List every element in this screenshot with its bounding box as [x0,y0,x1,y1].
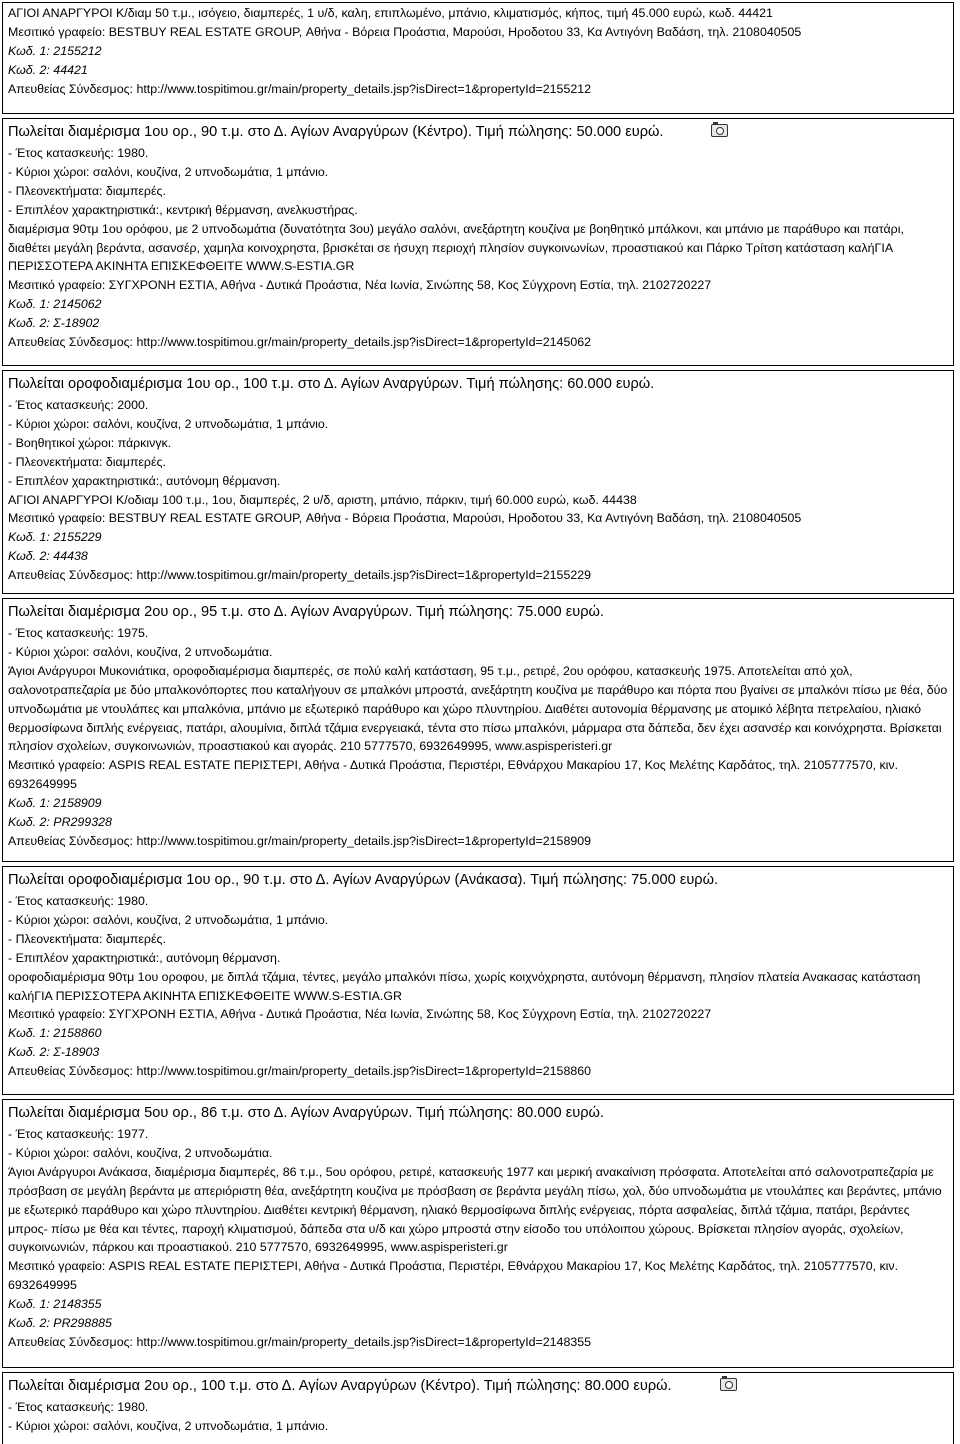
listing-direct-link[interactable]: Απευθείας Σύνδεσμος: http://www.tospitimou.gr/main/property_details.jsp?isDirect=1&propertyId=2158860 [8,1064,592,1079]
listing-title-text: Πωλείται διαμέρισμα 1ου ορ., 90 τ.μ. στο Δ. Αγίων Αναργύρων (Κέντρο). Τιμή πώλησης: 50.000 ευρώ. [8,124,664,140]
listing-direct-link[interactable]: Απευθείας Σύνδεσμος: http://www.tospitimou.gr/main/property_details.jsp?isDirect=1&propertyId=2148355 [8,1334,592,1349]
listing-direct-link[interactable]: Απευθείας Σύνδεσμος: http://www.tospitimou.gr/main/property_details.jsp?isDirect=1&propertyId=2158909 [8,833,592,848]
listing-direct-link[interactable]: Απευθείας Σύνδεσμος: http://www.tospitimou.gr/main/property_details.jsp?isDirect=1&propertyId=2155229 [8,568,592,583]
listing-agency: Μεσιτικό γραφείο: ASPIS REAL ESTATE ΠΕΡΙΣΤΕΡΙ, Αθήνα - Δυτικά Προάστια, Περιστέρι, Εθνάρχου Μακαρίου 17, Κος Μελέτης Καρδάτος, τηλ. 2105777570, κιν. 6932649995 [8,758,899,792]
listing-box-7 [2,1372,954,1444]
listing-title [8,120,949,144]
feature-rooms: - Κύριοι χώροι: σαλόνι, κουζίνα, 2 υπνοδωμάτια, 1 μπάνιο. [8,1418,329,1433]
listing-code-1: Κωδ. 1: 2155212 [8,43,102,58]
camera-icon[interactable] [720,1378,737,1391]
listing-code-2: Κωδ. 2: Σ-18902 [8,316,100,331]
feature-year: - Έτος κατασκευής: 1980. [8,1400,149,1414]
listing-description: Άγιοι Ανάργυροι Μυκονιάτικα, οροφοδιαμέρισμα διαμπερές, σε πολύ καλή κατάσταση, 95 τ.μ., ρετιρέ, 2ου ορόφου, κατασκευής 1975. Αποτελείται από χολ, σαλονοτραπεζαρία με δύο μπαλκονόπορτες που καταλήγουν σε μπαλκόνι μπροστά, ανεξάρτητη κουζίνα με παράθυρο και πόρτα που βγαίνει σε μπαλκόνι πίσω με θέα, δύο υπνοδωμάτια με ντουλάπες και μπαλκόνια, μπάνιο με εξωτερικό παράθυρο και χώρο πλυντηρίου. Διαθέτει αυτονομία θέρμανσης με ατομικό λέβητα πετρελαίου, ηλιακό θερμοσίφωνα διπλής ενέργειας, πατάρι, αλουμίνια, διπλά τζάμια ενεργειακά, τέντα στο πίσω μπαλκόνι, μάρμαρα στα δάπεδα, δεν έχει ασανσέρ και κοινόχρηστα. Βρίσκεται πλησίον σχολείων, συγκοινωνιών, προαστιακού και αγοράς. 210 5777570, 6932649995, www.aspisperisteri.gr [8,663,948,754]
feature-year: - Έτος κατασκευής: 1975. [8,626,149,640]
listing-direct-link[interactable]: Απευθείας Σύνδεσμος: http://www.tospitimou.gr/main/property_details.jsp?isDirect=1&propertyId=2155212 [8,81,592,96]
camera-icon[interactable] [711,124,728,137]
feature-extras: - Επιπλέον χαρακτηριστικά:, αυτόνομη θέρμανση. [8,473,281,488]
listing-box-5 [2,866,954,1095]
listing-title: Πωλείται οροφοδιαμέρισμα 1ου ορ., 90 τ.μ. στο Δ. Αγίων Αναργύρων (Ανάκασα). Τιμή πώλησης: 75.000 ευρώ. [8,872,719,888]
listing-code-2: Κωδ. 2: 44421 [8,62,88,77]
listing-direct-link[interactable]: Απευθείας Σύνδεσμος: http://www.tospitimou.gr/main/property_details.jsp?isDirect=1&propertyId=2145062 [8,335,592,350]
feature-year: - Έτος κατασκευής: 1980. [8,146,149,160]
feature-rooms: - Κύριοι χώροι: σαλόνι, κουζίνα, 2 υπνοδωμάτια, 1 μπάνιο. [8,416,329,431]
listing-code-1: Κωδ. 1: 2158909 [8,796,102,811]
listing-title: Πωλείται διαμέρισμα 2ου ορ., 95 τ.μ. στο Δ. Αγίων Αναργύρων. Τιμή πώλησης: 75.000 ευρώ. [8,604,604,620]
listing-title: Πωλείται οροφοδιαμέρισμα 1ου ορ., 100 τ.μ. στο Δ. Αγίων Αναργύρων. Τιμή πώλησης: 60.000 ευρώ. [8,376,655,392]
listing-code-2: Κωδ. 2: Σ-18903 [8,1045,100,1060]
listing-description: οροφοδιαμέρισμα 90τμ 1ου οροφου, με διπλά τζάμια, τέντες, μεγάλο μπαλκόνι πίσω, χωρίς κοιχνόχρηστα, αυτόνομη θέρμανση, πλησίον πλατεία Ανακασας κατάσταση καλήΓΙΑ ΠΕΡΙΣΣΟΤΕΡΑ ΑΚΙΝΗΤΑ ΕΠΙΣΚΕΦΘΕΙΤΕ WWW.S-ESTIA.GR [8,969,921,1003]
feature-rooms: - Κύριοι χώροι: σαλόνι, κουζίνα, 2 υπνοδωμάτια. [8,644,273,659]
listing-code-2: Κωδ. 2: PR299328 [8,815,112,830]
listing-title-text: Πωλείται διαμέρισμα 2ου ορ., 100 τ.μ. στο Δ. Αγίων Αναργύρων (Κέντρο). Τιμή πώλησης: 80.000 ευρώ. [8,1378,672,1394]
listing-box-6 [2,1099,954,1368]
feature-rooms: - Κύριοι χώροι: σαλόνι, κουζίνα, 2 υπνοδωμάτια, 1 μπάνιο. [8,912,329,927]
listing-agency: Μεσιτικό γραφείο: BESTBUY REAL ESTATE GROUP, Αθήνα - Βόρεια Προάστια, Μαρούσι, Ηροδοτου 33, Κα Αντιγόνη Βαδάση, τηλ. 2108040505 [8,511,802,526]
listing-code-1: Κωδ. 1: 2148355 [8,1297,102,1312]
listing-code-2: Κωδ. 2: 44438 [8,549,88,564]
listing-code-1: Κωδ. 1: 2158860 [8,1026,102,1041]
listing-summary-line: ΑΓΙΟΙ ΑΝΑΡΓΥΡΟΙ Κ/διαμ 50 τ.μ., ισόγειο, διαμπερές, 1 υ/δ, καλη, επιπλωμένο, μπάνιο, κλιματισμός, κήπος, τιμή 45.000 ευρώ, κωδ. 44421 [8,6,773,20]
feature-advantages: - Πλεονεκτήματα: διαμπερές. [8,183,166,198]
listing-box-2 [2,118,954,366]
listing-description: Άγιοι Ανάργυροι Ανάκασα, διαμέρισμα διαμπερές, 86 τ.μ., 5ου ορόφου, ρετιρέ, κατασκευής 1977 και μερική ανακαίνιση πρόσφατα. Αποτελείται από σαλονοτραπεζαρία με πρόσβαση σε μεγάλη βεράντα με απεριόριστη θέα, ανεξάρτητη κουζίνα με πρόσβαση σε βεράντα μεγάλη πίσω, χολ, δύο υπνοδωμάτια με ντουλάπες και βεράντες, μπάνιο με εξωτερικό παράθυρο και χώρο πλυντηρίου. Διαθέτει κεντρική θέρμανση, ηλιακό θερμοσίφωνα διπλής ενέργειας, πόρτα ασφαλείας, διπλά τζάμια, πατάρι, βεράντες μπρος- πίσω με θέα και τέντες, παροχή κλιματισμού, δάπεδα στα υ/δ και χώρο μπροστά στην είσοδο του υπόλοιπου χώρους. Βρίσκεται πλησίον αγοράς, σχολείων, συγκοινωνιών, πάρκου και προαστιακού. 210 5777570, 6932649995, www.aspisperisteri.gr [8,1164,942,1255]
listing-box-1 [2,2,954,114]
listing-code-1: Κωδ. 1: 2145062 [8,297,102,312]
listing-agency: Μεσιτικό γραφείο: ASPIS REAL ESTATE ΠΕΡΙΣΤΕΡΙ, Αθήνα - Δυτικά Προάστια, Περιστέρι, Εθνάρχου Μακαρίου 17, Κος Μελέτης Καρδάτος, τηλ. 2105777570, κιν. 6932649995 [8,1259,899,1293]
feature-year: - Έτος κατασκευής: 2000. [8,398,149,412]
feature-rooms: - Κύριοι χώροι: σαλόνι, κουζίνα, 2 υπνοδωμάτια. [8,1145,273,1160]
feature-aux-spaces: - Βοηθητικοί χώροι: πάρκινγκ. [8,435,172,450]
listing-code-2: Κωδ. 2: PR298885 [8,1316,112,1331]
feature-extras: - Επιπλέον χαρακτηριστικά:, κεντρική θέρμανση, ανελκυστήρας. [8,202,358,217]
feature-advantages: - Πλεονεκτήματα: διαμπερές. [8,454,166,469]
listing-agency: Μεσιτικό γραφείο: ΣΥΓΧΡΟΝΗ ΕΣΤΙΑ, Αθήνα - Δυτικά Προάστια, Νέα Ιωνία, Σινώπης 58, Κος Σύγχρονη Εστία, τηλ. 2102720227 [8,1007,712,1022]
listing-title [8,1374,949,1398]
listing-description: διαμέρισμα 90τμ 1ου ορόφου, με 2 υπνοδωμάτια (δυνατότητα 3ου) μεγάλο σαλόνι, ανεξάρτητη κουζίνα με βοηθητικό μπάλκονι, και μπάνιο με παράθυρο και πατάρι, διαθέτει μεγάλη βεράντα, ασανσέρ, χαμηλα κοινοχρηστα, βρισκέται σε ήσυχη περιοχή πλησίον συγκοινωνίων, προαστιακού και Πάρκο Τρίτση κατάσταση καλήΓΙΑ ΠΕΡΙΣΣΟΤΕΡΑ ΑΚΙΝΗΤΑ ΕΠΙΣΚΕΦΘΕΙΤΕ WWW.S-ESTIA.GR [8,221,904,274]
feature-advantages: - Πλεονεκτήματα: διαμπερές. [8,931,166,946]
feature-rooms: - Κύριοι χώροι: σαλόνι, κουζίνα, 2 υπνοδωμάτια, 1 μπάνιο. [8,164,329,179]
feature-extras: - Επιπλέον χαρακτηριστικά:, αυτόνομη θέρμανση. [8,950,281,965]
feature-year: - Έτος κατασκευής: 1980. [8,894,149,908]
listing-code-1: Κωδ. 1: 2155229 [8,530,102,545]
listing-box-3 [2,370,954,594]
listing-description: ΑΓΙΟΙ ΑΝΑΡΓΥΡΟΙ Κ/οδιαμ 100 τ.μ., 1ου, διαμπερές, 2 υ/δ, αριστη, μπάνιο, πάρκιν, τιμή 60.000 ευρώ, κωδ. 44438 [8,492,637,507]
listing-agency: Μεσιτικό γραφείο: ΣΥΓΧΡΟΝΗ ΕΣΤΙΑ, Αθήνα - Δυτικά Προάστια, Νέα Ιωνία, Σινώπης 58, Κος Σύγχρονη Εστία, τηλ. 2102720227 [8,278,712,293]
feature-year: - Έτος κατασκευής: 1977. [8,1127,149,1141]
listing-box-4 [2,598,954,862]
listing-title: Πωλείται διαμέρισμα 5ου ορ., 86 τ.μ. στο Δ. Αγίων Αναργύρων. Τιμή πώλησης: 80.000 ευρώ. [8,1105,604,1121]
listing-agency: Μεσιτικό γραφείο: BESTBUY REAL ESTATE GROUP, Αθήνα - Βόρεια Προάστια, Μαρούσι, Ηροδοτου 33, Κα Αντιγόνη Βαδάση, τηλ. 2108040505 [8,24,802,39]
